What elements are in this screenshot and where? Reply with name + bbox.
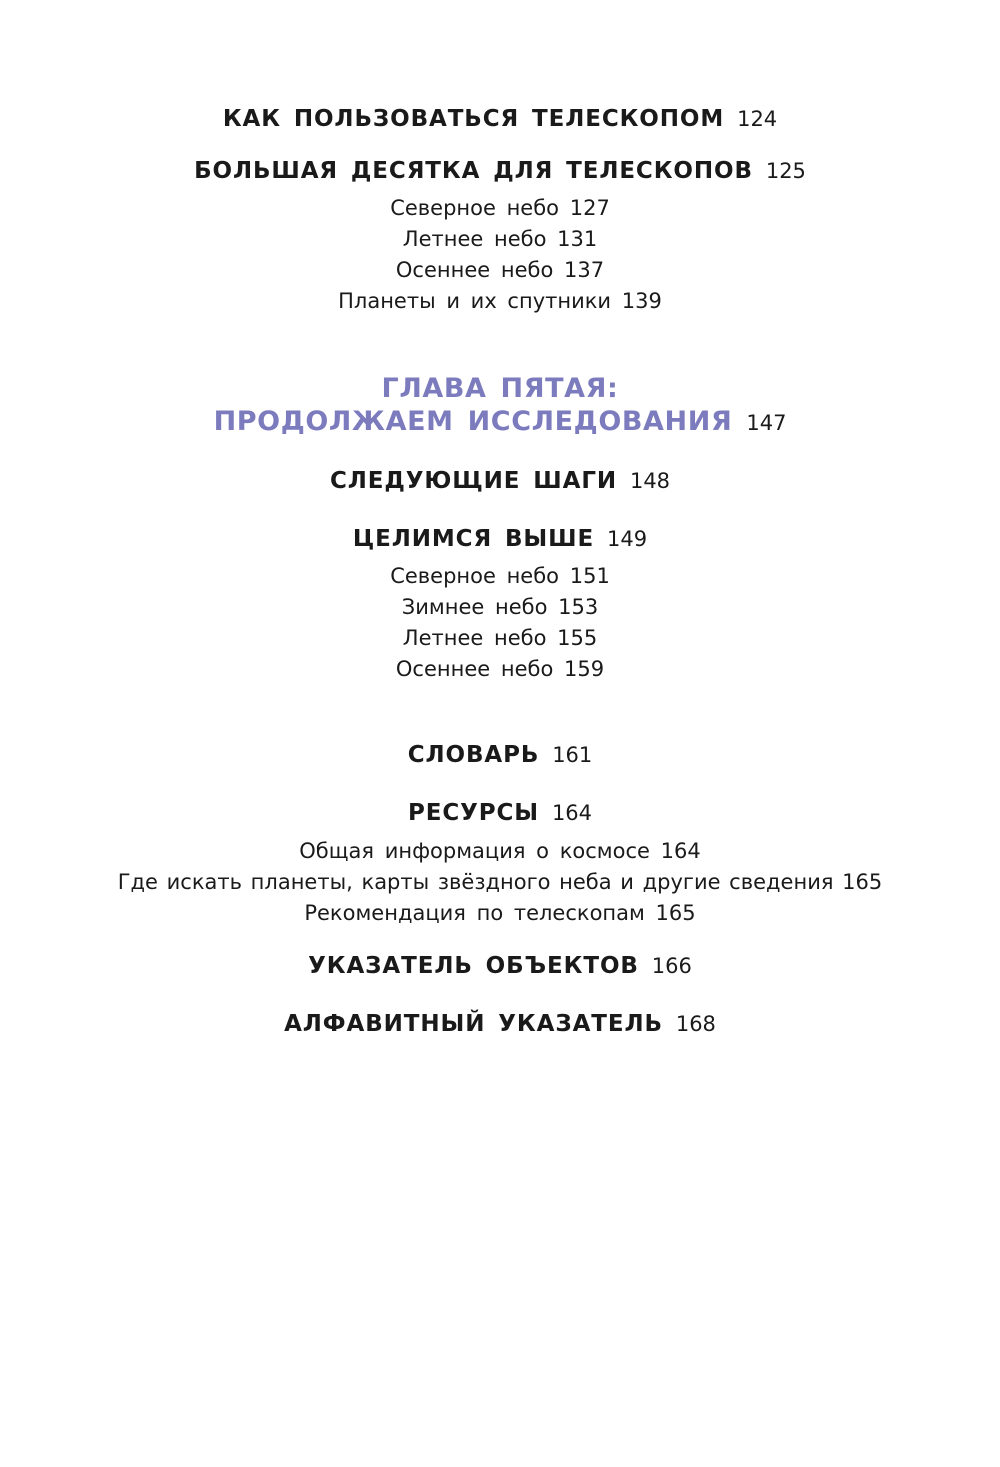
toc-subentry[interactable] — [0, 597, 1000, 618]
toc-subentry[interactable] — [0, 260, 1000, 281]
toc-subentry[interactable] — [0, 229, 1000, 250]
chapter-page: 147 — [746, 411, 787, 435]
toc-subentry-page: 155 — [557, 626, 598, 650]
toc-entry-aim-higher[interactable] — [0, 528, 1000, 551]
toc-subentry-page: 139 — [621, 289, 662, 313]
toc-entry-page: 164 — [551, 801, 593, 825]
toc-entry-alpha-index[interactable] — [0, 1013, 1000, 1036]
toc-entry-next-steps[interactable] — [0, 470, 1000, 493]
toc-entry-title: БОЛЬШАЯ ДЕСЯТКА ДЛЯ ТЕЛЕСКОПОВ — [194, 158, 753, 184]
toc-subentry-title: Осеннее небо — [395, 657, 554, 681]
toc-subentry-page: 131 — [557, 227, 598, 251]
toc-entry-page: 149 — [607, 527, 648, 551]
toc-subentry[interactable] — [0, 291, 1000, 312]
chapter-number: ГЛАВА ПЯТАЯ: — [381, 373, 619, 404]
toc-subentry-title: Зимнее небо — [401, 595, 548, 619]
toc-subentry[interactable] — [0, 872, 1000, 893]
toc-entry-title: СЛЕДУЮЩИЕ ШАГИ — [329, 468, 618, 494]
toc-entry-title: ЦЕЛИМСЯ ВЫШЕ — [352, 526, 595, 552]
toc-subentry[interactable] — [0, 841, 1000, 862]
chapter-heading-line1[interactable] — [0, 375, 1000, 402]
toc-subentry-title: Общая информация о космосе — [299, 839, 650, 863]
toc-entry-how-to-use[interactable] — [0, 108, 1000, 131]
toc-subentry[interactable] — [0, 903, 1000, 924]
toc-subentry-title: Северное небо — [390, 564, 560, 588]
toc-subentry-page: 165 — [842, 870, 883, 894]
toc-subentry-page: 137 — [564, 258, 605, 282]
toc-entry-page: 148 — [629, 469, 671, 493]
toc-subentry-page: 165 — [655, 901, 696, 925]
toc-entry-glossary[interactable] — [0, 744, 1000, 767]
toc-entry-title: УКАЗАТЕЛЬ ОБЪЕКТОВ — [308, 953, 639, 979]
toc-subentry-title: Осеннее небо — [395, 258, 554, 282]
toc-entry-page: 161 — [552, 743, 593, 767]
toc-entry-title: РЕСУРСЫ — [407, 800, 540, 826]
toc-entry-big-ten[interactable] — [0, 160, 1000, 183]
toc-subentry[interactable] — [0, 659, 1000, 680]
toc-entry-title: СЛОВАРЬ — [407, 742, 540, 768]
toc-subentry-page: 159 — [564, 657, 605, 681]
toc-subentry-title: Планеты и их спутники — [338, 289, 612, 313]
toc-subentry-page: 153 — [558, 595, 599, 619]
toc-entry-resources[interactable] — [0, 802, 1000, 825]
toc-subentry-title: Летнее небо — [402, 626, 547, 650]
toc-entry-title: АЛФАВИТНЫЙ УКАЗАТЕЛЬ — [284, 1011, 663, 1037]
toc-entry-title: КАК ПОЛЬЗОВАТЬСЯ ТЕЛЕСКОПОМ — [222, 106, 725, 132]
chapter-heading-line2[interactable] — [0, 408, 1000, 435]
toc-subentry-title: Летнее небо — [402, 227, 547, 251]
toc-subentry-page: 164 — [660, 839, 701, 863]
toc-subentry[interactable] — [0, 198, 1000, 219]
toc-subentry-title: Рекомендация по телескопам — [304, 901, 645, 925]
toc-subentry[interactable] — [0, 628, 1000, 649]
toc-entry-object-index[interactable] — [0, 955, 1000, 978]
toc-subentry-page: 127 — [569, 196, 610, 220]
toc-subentry[interactable] — [0, 566, 1000, 587]
toc-entry-page: 166 — [651, 954, 692, 978]
chapter-title: ПРОДОЛЖАЕМ ИССЛЕДОВАНИЯ — [213, 406, 733, 437]
toc-entry-page: 124 — [737, 107, 778, 131]
toc-entry-page: 125 — [765, 159, 806, 183]
toc-subentry-title: Северное небо — [390, 196, 560, 220]
toc-subentry-page: 151 — [569, 564, 610, 588]
toc-entry-page: 168 — [675, 1012, 716, 1036]
toc-subentry-title: Где искать планеты, карты звёздного неба и другие сведения — [117, 870, 834, 894]
